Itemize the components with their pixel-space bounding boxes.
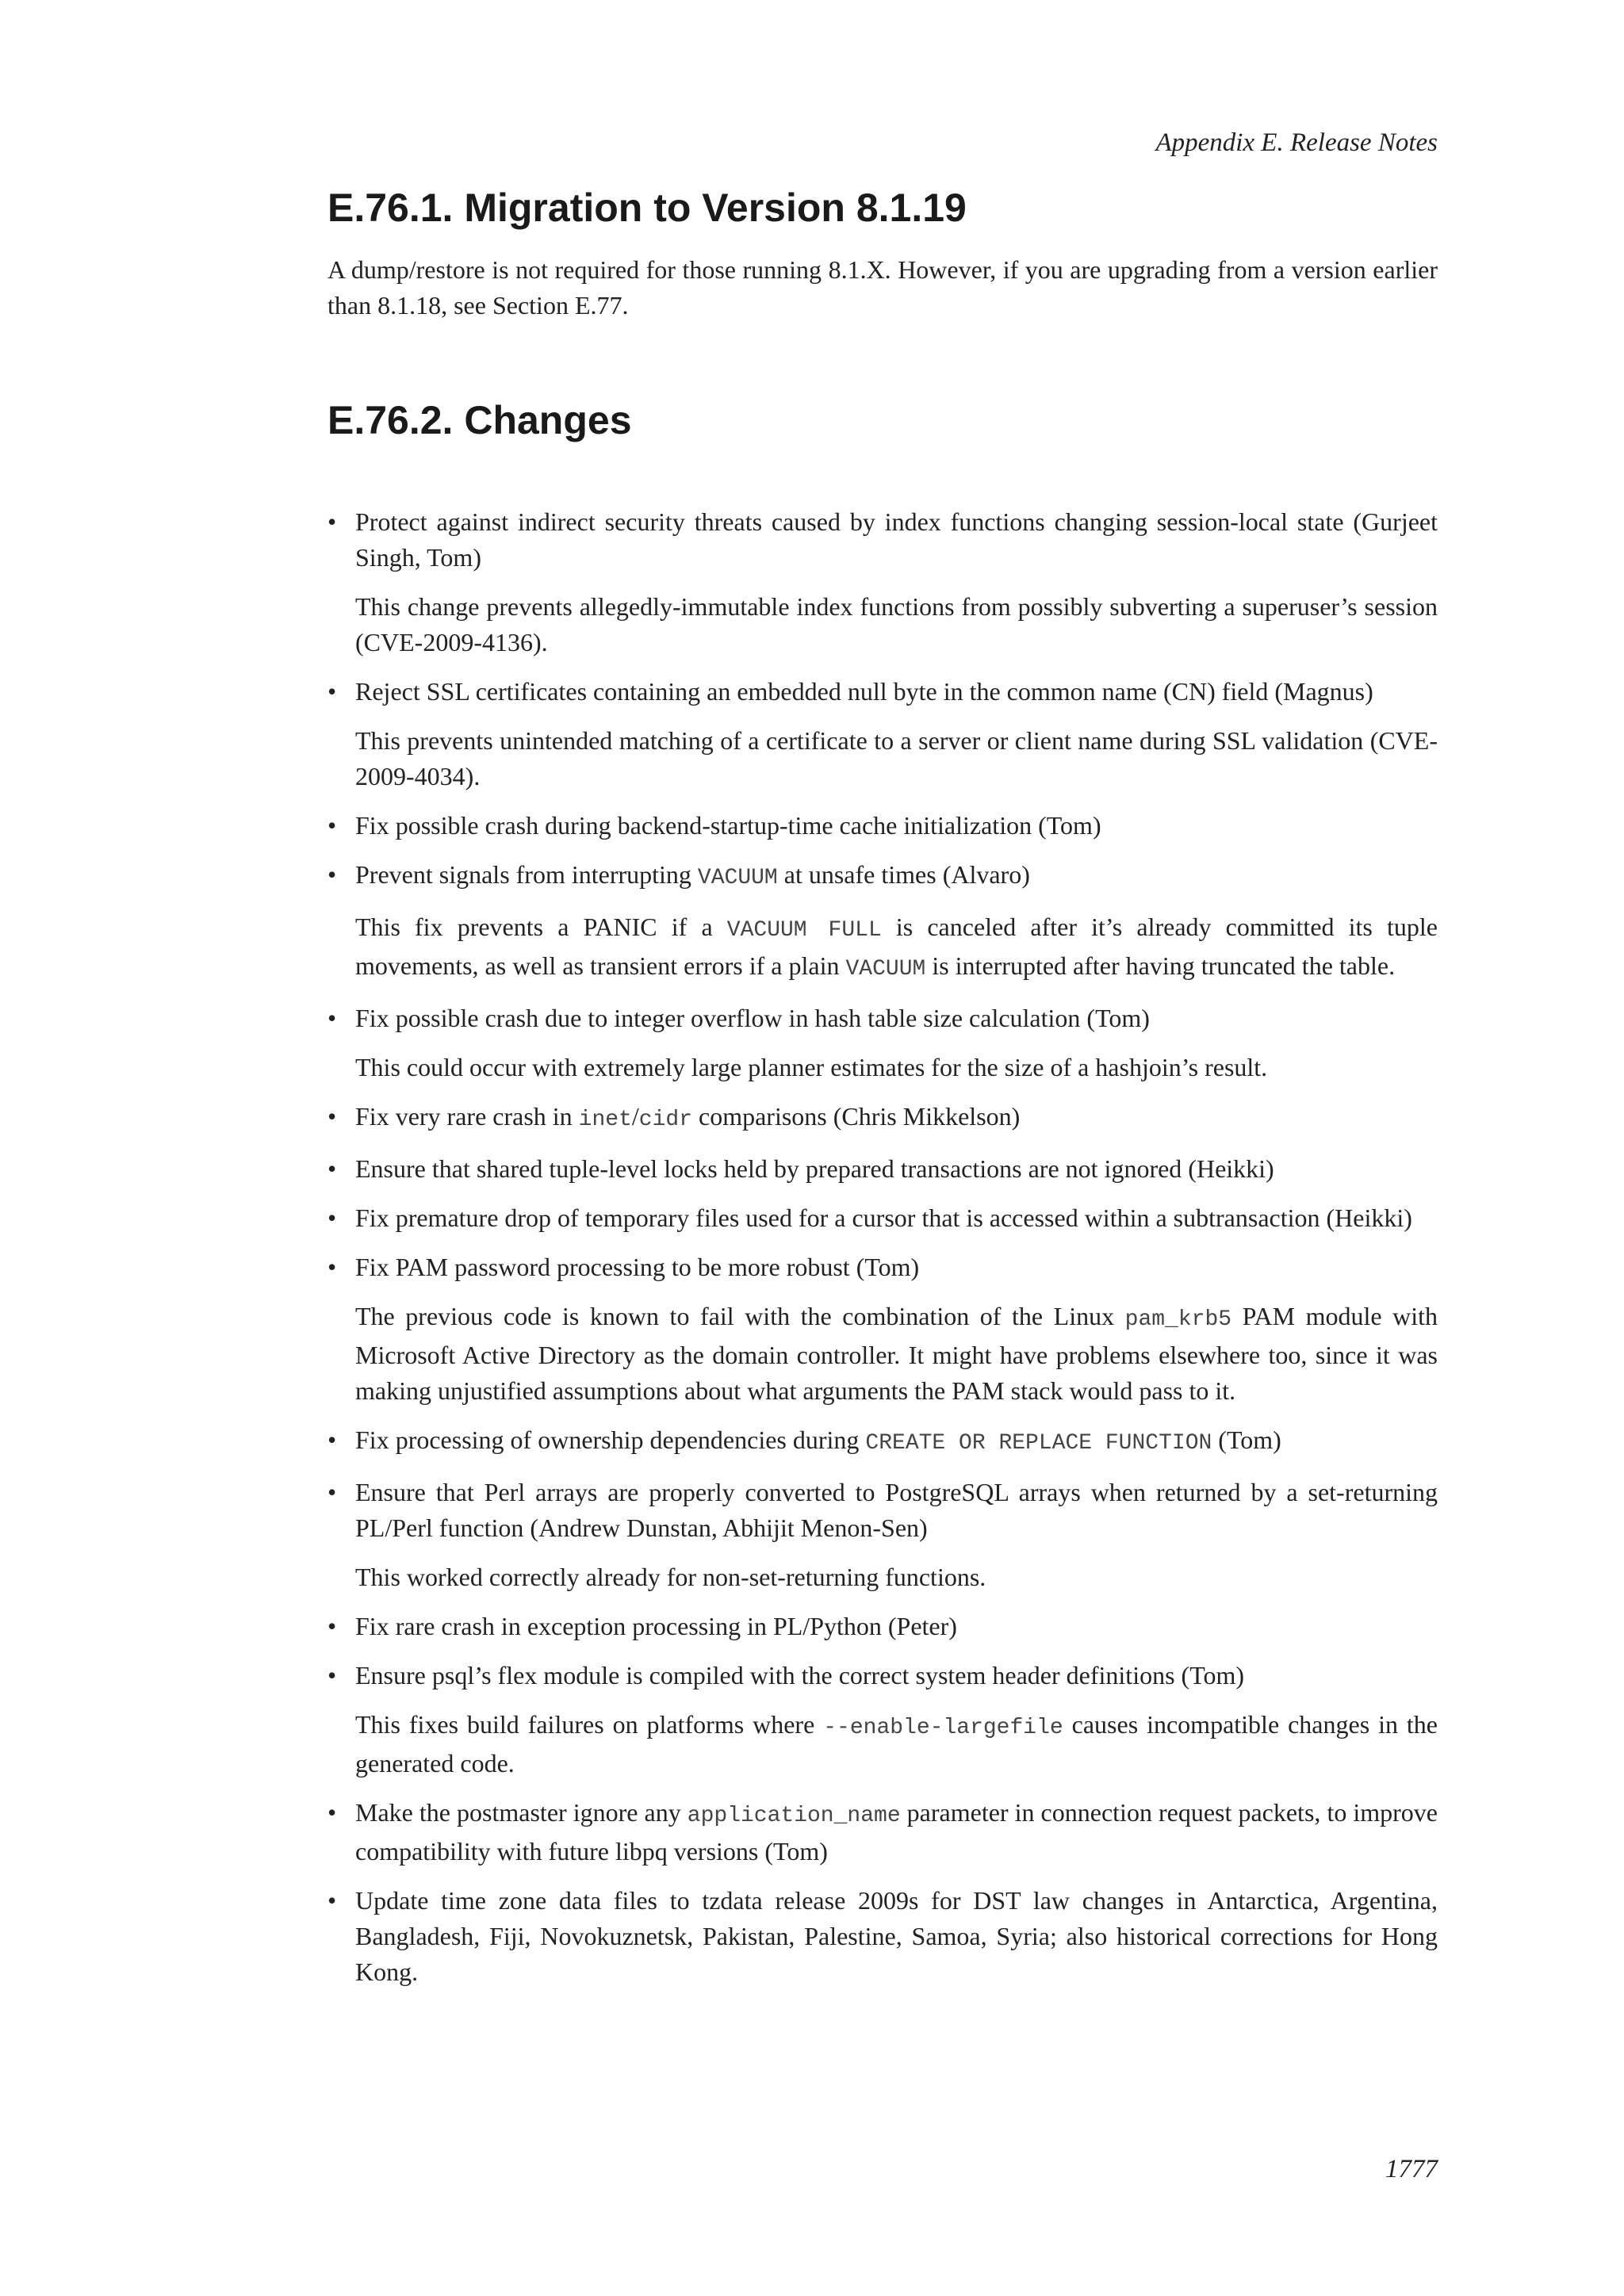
item-text: Fix PAM password processing to be more robust (Tom) bbox=[355, 1253, 920, 1281]
code-literal: VACUUM FULL bbox=[726, 918, 882, 943]
list-item bbox=[327, 1200, 1438, 1236]
item-text bbox=[355, 1099, 1438, 1138]
text-run: at unsafe times (Alvaro) bbox=[777, 860, 1030, 889]
item-detail bbox=[355, 909, 1438, 987]
code-literal: VACUUM bbox=[845, 957, 926, 982]
item-detail: This worked correctly already for non-set-returning functions. bbox=[355, 1563, 986, 1591]
item-text: Update time zone data files to tzdata release 2009s for DST law changes in Antarctica, Argentina, Bangladesh, Fiji, Novokuznetsk, Pakistan, Palestine, Samoa, Syria; also historical corrections for Hong Kong. bbox=[355, 1886, 1438, 1986]
list-item bbox=[327, 1151, 1438, 1187]
bullet: • bbox=[327, 507, 337, 536]
bullet: • bbox=[327, 1102, 337, 1131]
code-literal: application_name bbox=[687, 1804, 901, 1828]
section-heading-migration: E.76.1. Migration to Version 8.1.19 bbox=[327, 186, 967, 230]
item-text bbox=[355, 1422, 1438, 1461]
code-literal: --enable-largefile bbox=[823, 1716, 1063, 1740]
list-item bbox=[327, 1475, 1438, 1595]
code-literal: VACUUM bbox=[697, 866, 778, 890]
item-text: Ensure that Perl arrays are properly converted to PostgreSQL arrays when returned by a set-returning PL/Perl function (Andrew Dunstan, Abhijit Menon-Sen) bbox=[355, 1478, 1438, 1542]
list-item bbox=[327, 808, 1438, 844]
text-run: This fix prevents a PANIC if a bbox=[355, 913, 727, 941]
bullet: • bbox=[327, 1478, 337, 1506]
text-run: comparisons (Chris Mikkelson) bbox=[692, 1102, 1021, 1131]
bullet: • bbox=[327, 677, 337, 706]
item-text: Fix possible crash due to integer overflow in hash table size calculation (Tom) bbox=[355, 1004, 1150, 1032]
item-text: Ensure that shared tuple-level locks held by prepared transactions are not ignored (Heikki) bbox=[355, 1154, 1274, 1183]
item-detail: This change prevents allegedly-immutable index functions from possibly subverting a superuser’s session (CVE-2009-4136). bbox=[355, 592, 1438, 656]
item-text: Fix rare crash in exception processing in PL/Python (Peter) bbox=[355, 1612, 957, 1640]
text-run: is canceled after it’s already committed its tuple movements, as well as transient errors if a plain bbox=[355, 913, 1438, 980]
code-literal: cidr bbox=[638, 1108, 692, 1132]
bullet: • bbox=[327, 1798, 337, 1827]
text-run: (Tom) bbox=[1212, 1425, 1281, 1454]
code-literal: CREATE OR REPLACE FUNCTION bbox=[865, 1431, 1212, 1456]
running-header: Appendix E. Release Notes bbox=[1155, 128, 1438, 157]
bullet: • bbox=[327, 1612, 337, 1640]
text-run: This fixes build failures on platforms where bbox=[355, 1710, 824, 1739]
item-detail bbox=[355, 1707, 1438, 1781]
item-text: Fix possible crash during backend-startup-time cache initialization (Tom) bbox=[355, 811, 1101, 840]
code-literal: inet bbox=[578, 1108, 632, 1132]
item-text bbox=[355, 1795, 1438, 1869]
list-item bbox=[327, 1249, 1438, 1409]
bullet: • bbox=[327, 860, 337, 889]
item-detail: This could occur with extremely large planner estimates for the size of a hashjoin’s result. bbox=[355, 1053, 1268, 1081]
list-item bbox=[327, 1001, 1438, 1085]
text-run: Fix very rare crash in bbox=[355, 1102, 579, 1131]
bullet: • bbox=[327, 1154, 337, 1183]
item-text: Ensure psql’s flex module is compiled with the correct system header definitions (Tom) bbox=[355, 1661, 1245, 1689]
text-run: Make the postmaster ignore any bbox=[355, 1798, 688, 1827]
item-detail bbox=[355, 1299, 1438, 1409]
text-run: / bbox=[631, 1102, 639, 1131]
bullet: • bbox=[327, 1425, 337, 1454]
section-heading-changes: E.76.2. Changes bbox=[327, 398, 632, 442]
text-run: The previous code is known to fail with the combination of the Linux bbox=[355, 1302, 1125, 1330]
bullet: • bbox=[327, 1661, 337, 1689]
list-item bbox=[327, 857, 1438, 987]
bullet: • bbox=[327, 811, 337, 840]
changes-list bbox=[327, 504, 1438, 2003]
list-item bbox=[327, 1795, 1438, 1869]
list-item bbox=[327, 1883, 1438, 1990]
document-page bbox=[327, 0, 1438, 2296]
bullet: • bbox=[327, 1004, 337, 1032]
text-run: Fix processing of ownership dependencies during bbox=[355, 1425, 866, 1454]
list-item bbox=[327, 1658, 1438, 1781]
text-run: parameter in connection request packets, to improve compatibility with future libpq versions (Tom) bbox=[355, 1798, 1438, 1866]
list-item bbox=[327, 674, 1438, 794]
code-literal: pam_krb5 bbox=[1124, 1307, 1232, 1332]
text-run: PAM module with Microsoft Active Directory as the domain controller. It might have problems elsewhere too, since it was making unjustified assumptions about what arguments the PAM stack would pass to it. bbox=[355, 1302, 1438, 1405]
item-text: Fix premature drop of temporary files used for a cursor that is accessed within a subtransaction (Heikki) bbox=[355, 1203, 1412, 1232]
text-run: causes incompatible changes in the generated code. bbox=[355, 1710, 1438, 1777]
bullet: • bbox=[327, 1253, 337, 1281]
item-detail: This prevents unintended matching of a certificate to a server or client name during SSL validation (CVE-2009-4034). bbox=[355, 726, 1438, 790]
item-text: Reject SSL certificates containing an embedded null byte in the common name (CN) field (Magnus) bbox=[355, 677, 1373, 706]
text-run: is interrupted after having truncated the table. bbox=[925, 951, 1396, 980]
text-run: Prevent signals from interrupting bbox=[355, 860, 698, 889]
migration-paragraph: A dump/restore is not required for those running 8.1.X. However, if you are upgrading from a version earlier than 8.1.18, see Section E.77. bbox=[327, 255, 1438, 320]
list-item bbox=[327, 1609, 1438, 1644]
item-text: Protect against indirect security threats caused by index functions changing session-local state (Gurjeet Singh, Tom) bbox=[355, 507, 1438, 572]
list-item bbox=[327, 504, 1438, 660]
item-text bbox=[355, 857, 1438, 896]
page-number: 1777 bbox=[1385, 2155, 1438, 2183]
bullet: • bbox=[327, 1886, 337, 1915]
list-item bbox=[327, 1099, 1438, 1138]
bullet: • bbox=[327, 1203, 337, 1232]
list-item bbox=[327, 1422, 1438, 1461]
